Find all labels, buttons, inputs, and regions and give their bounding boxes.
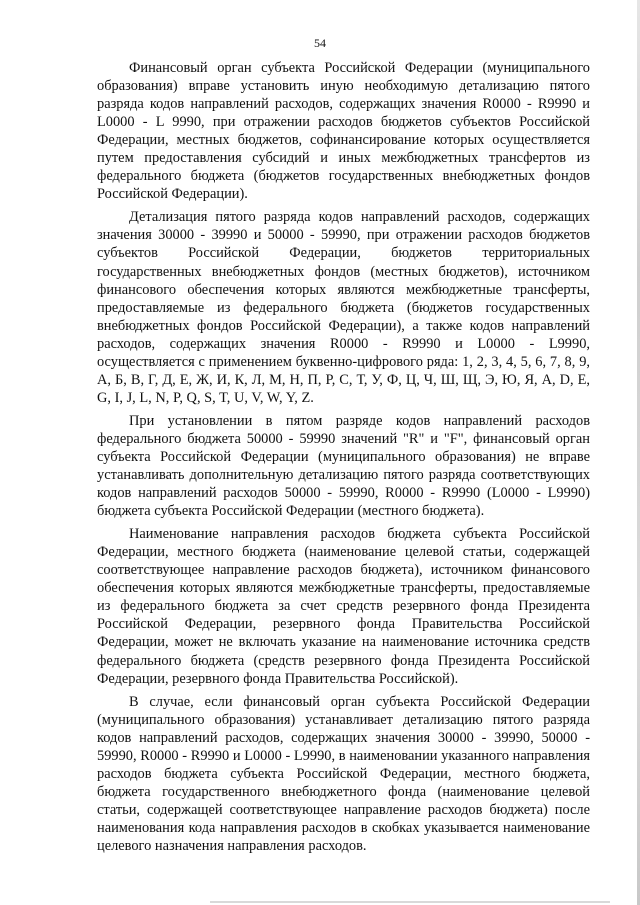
paragraph-3: При установлении в пятом разряде кодов направлений расходов федерального бюджета 50000 - 59990 значений "R" и "F", финансовый орган субъекта Российской Федерации (муниципального образования) не вправе устанавливать дополнительную детализацию пятого разряда соответствующих кодов направлений расходов 50000 - 59990, R0000 - R9990 (L0000 - L9990) бюджета субъекта Российской Федерации (местного бюджета). <box>97 412 590 520</box>
paragraph-4: Наименование направления расходов бюджета субъекта Российской Федерации, местного бюджета (наименование целевой статьи, содержащей соответствующее направление расходов бюджета), источником финансового обеспечения которых являются межбюджетные трансферты, предоставляемые из федерального бюджета за счет средств резервного фонда Президента Российской Федерации, резервного фонда Правительства Российской Федерации, может не включать указание на наименование источника средств федерального бюджета (средств резервного фонда Президента Российской Федерации, резервного фонда Правительства Российской). <box>97 526 590 687</box>
scan-bottom-line <box>210 901 610 903</box>
paragraph-5: В случае, если финансовый орган субъекта Российской Федерации (муниципального образования) устанавливает детализацию пятого разряда кодов направлений расходов, содержащих значения 30000 - 39990, 50000 - 59990, R0000 - R9990 и L0000 - L9990, в наименовании указанного направления расходов бюджета субъекта Российской Федерации, местного бюджета, бюджета государственного внебюджетного фонда (наименование целевой статьи, содержащей соответствующее направление расходов бюджета) после наименования кода направления расходов в скобках указывается наименование целевого назначения направления расходов. <box>97 693 590 854</box>
paragraph-2: Детализация пятого разряда кодов направлений расходов, содержащих значения 30000 - 39990 и 50000 - 59990, при отражении расходов бюджетов субъектов Российской Федерации, бюджетов территориальных государственных внебюджетных фондов (местных бюджетов), источником финансового обеспечения которых являются межбюджетные трансферты, предоставляемые из федерального бюджета (бюджетов государственных внебюджетных фондов Российской Федерации), а также кодов направлений расходов, содержащих значения R0000 - R9990 и L0000 - L9990, осуществляется с применением буквенно-цифрового ряда: 1, 2, 3, 4, 5, 6, 7, 8, 9, А, Б, В, Г, Д, Е, Ж, И, К, Л, М, Н, П, Р, С, Т, У, Ф, Ц, Ч, Ш, Щ, Э, Ю, Я, A, D, E, G, I, J, L, N, P, Q, S, T, U, V, W, Y, Z. <box>97 209 590 406</box>
paragraph-1: Финансовый орган субъекта Российской Федерации (муниципального образования) вправе установить иную необходимую детализацию пятого разряда кодов направлений расходов, содержащих значения R0000 - R9990 и L0000 - L 9990, при отражении расходов бюджетов субъектов Российской Федерации, местных бюджетов, софинансирование которых осуществляется путем предоставления субсидий и иных межбюджетных трансфертов из федерального бюджета (бюджетов государственных внебюджетных фондов Российской Федерации). <box>97 60 590 203</box>
document-body <box>97 59 590 860</box>
page-number: 54 <box>314 36 326 50</box>
